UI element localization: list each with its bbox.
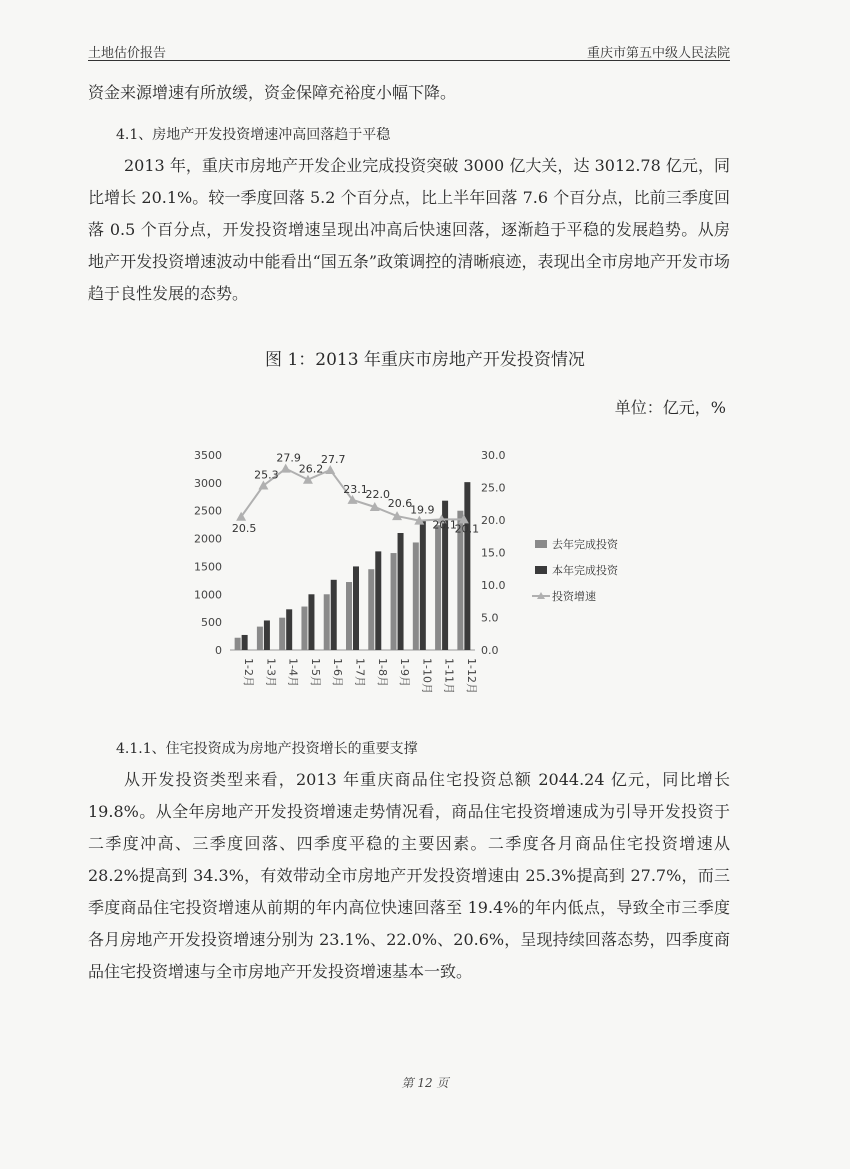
bar-last-year <box>324 594 330 650</box>
y-right-tick-label: 30.0 <box>481 449 506 462</box>
growth-data-label: 22.0 <box>365 488 391 501</box>
bar-this-year <box>331 580 337 650</box>
x-tick-label: 1-5月 <box>308 658 322 687</box>
x-tick-label: 1-9月 <box>398 658 412 687</box>
section-heading-4-1: 4.1、房地产开发投资增速冲高回落趋于平稳 <box>116 127 391 143</box>
bar-this-year <box>353 566 359 650</box>
paragraph-investment: 2013 年，重庆市房地产开发企业完成投资突破 3000 亿大关，达 3012.78 亿元，同比增长 20.1%。较一季度回落 5.2 个百分点，比上半年回落 7.6 个百分点，比前三季度回落 0.5 个百分点，开发投资增速呈现出冲高后快速回落，逐渐趋于平稳的发展趋势。从房地产开发投资增速波动中能看出“国五条”政策调控的清晰痕迹，表现出全市房地产开发市场趋于良性发展的态势。 <box>88 156 730 303</box>
growth-data-label: 20.1 <box>454 522 480 536</box>
bar-this-year <box>375 551 381 650</box>
bar-this-year <box>264 620 270 650</box>
paragraph-residential: 从开发投资类型来看，2013 年重庆商品住宅投资总额 2044.24 亿元，同比增长 19.8%。从全年房地产开发投资增速走势情况看，商品住宅投资增速成为引导开发投资于二季度冲高、三季度回落、四季度平稳的主要因素。二季度各月商品住宅投资增速从 28.2%提高到 34.3%，有效带动全市房地产开发投资增速由 25.3%提高到 27.7%，而三季度商品住宅投资增速从前期的年内高位快速回落至 19.4%的年内低点，导致全市三季度各月房地产开发投资增速分别为 23.1%、22.0%、20.6%，呈现持续回落态势，四季度商品住宅投资增速与全市房地产开发投资增速基本一致。 <box>88 770 730 981</box>
page-header <box>88 40 730 61</box>
y-left-tick-label: 2500 <box>194 504 222 518</box>
x-tick-label: 1-10月 <box>420 658 434 694</box>
growth-point <box>325 465 335 474</box>
y-right-tick-label: 25.0 <box>481 481 506 495</box>
x-tick-label: 1-3月 <box>264 658 278 687</box>
growth-data-label: 19.9 <box>410 503 435 517</box>
growth-data-label: 25.3 <box>254 468 279 482</box>
bar-last-year <box>301 607 307 650</box>
unit-label: 单位：亿元，% <box>614 398 726 417</box>
legend-swatch-this-year <box>535 566 547 574</box>
bar-this-year <box>420 520 426 650</box>
bar-this-year <box>242 635 248 650</box>
growth-data-label: 23.1 <box>343 482 368 496</box>
bar-last-year <box>279 618 285 650</box>
y-right-tick-label: 10.0 <box>481 579 506 592</box>
bar-last-year <box>413 542 419 650</box>
paragraph-intro: 资金来源增速有所放缓，资金保障充裕度小幅下降。 <box>88 83 457 102</box>
x-tick-label: 1-8月 <box>375 658 389 687</box>
bar-this-year <box>398 533 404 650</box>
investment-chart <box>180 440 660 710</box>
y-left-tick-label: 3500 <box>194 449 222 462</box>
bar-this-year <box>308 594 314 650</box>
legend-label-last-year: 去年完成投资 <box>552 538 618 551</box>
x-tick-label: 1-4月 <box>286 658 300 687</box>
y-left-tick-label: 1500 <box>194 560 222 574</box>
y-right-tick-label: 15.0 <box>481 546 506 560</box>
growth-data-label: 27.7 <box>320 452 346 466</box>
x-tick-label: 1-7月 <box>353 658 367 687</box>
growth-data-label: 20.1 <box>432 518 457 532</box>
bar-last-year <box>346 582 352 650</box>
y-right-tick-label: 20.0 <box>481 514 506 527</box>
section-heading-4-1-1: 4.1.1、住宅投资成为房地产投资增长的重要支撑 <box>116 741 418 757</box>
bar-last-year <box>257 627 263 650</box>
y-left-tick-label: 2000 <box>194 532 222 546</box>
bar-last-year <box>435 525 441 650</box>
bar-this-year <box>464 482 470 650</box>
legend-label-this-year: 本年完成投资 <box>552 564 618 577</box>
x-tick-label: 1-11月 <box>442 658 456 694</box>
figure-title: 图 1：2013 年重庆市房地产开发投资情况 <box>265 350 585 370</box>
growth-point <box>281 464 291 473</box>
growth-data-label: 20.5 <box>231 521 257 535</box>
x-tick-label: 1-2月 <box>242 658 256 687</box>
header-right: 重庆市第五中级人民法院 <box>586 46 730 61</box>
y-right-tick-label: 5.0 <box>481 611 499 625</box>
bar-last-year <box>391 553 397 650</box>
page-number: 第 12 页 <box>401 1076 449 1090</box>
growth-data-label: 26.2 <box>298 462 324 476</box>
legend-swatch-last-year <box>535 540 547 548</box>
y-left-tick-label: 1000 <box>194 588 222 602</box>
y-left-tick-label: 500 <box>201 616 222 630</box>
y-left-tick-label: 3000 <box>194 476 222 490</box>
header-left: 土地估价报告 <box>88 46 167 61</box>
bar-last-year <box>368 569 374 650</box>
legend-label-growth: 投资增速 <box>552 590 596 603</box>
y-right-tick-label: 0.0 <box>481 644 499 657</box>
y-left-tick-label: 0 <box>215 644 222 657</box>
x-tick-label: 1-12月 <box>464 658 478 694</box>
bar-last-year <box>235 638 241 650</box>
x-tick-label: 1-6月 <box>331 658 345 687</box>
growth-data-label: 27.9 <box>276 451 301 465</box>
bar-this-year <box>286 609 292 650</box>
growth-data-label: 20.6 <box>387 497 413 511</box>
